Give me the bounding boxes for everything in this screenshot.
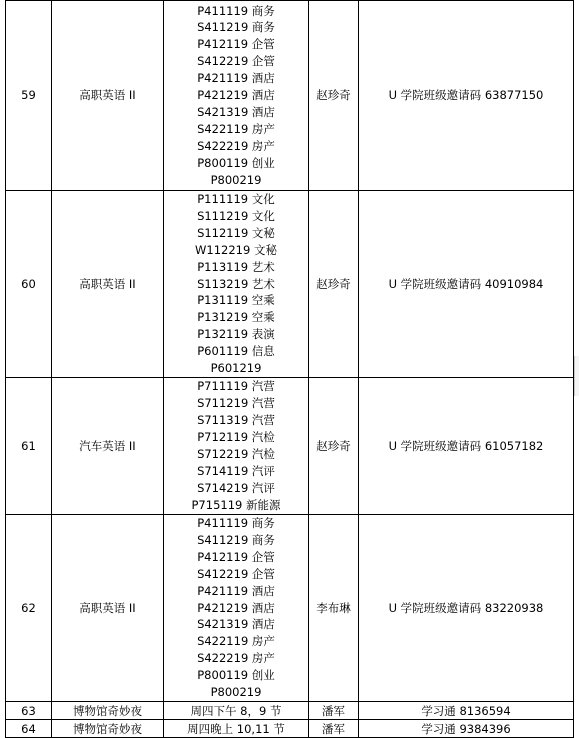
invite-code: 学习通 8136594: [359, 702, 574, 720]
class-item: P715119 新能源: [191, 497, 281, 512]
class-item: S422219 房产: [197, 138, 275, 153]
class-item: P711119 汽营: [197, 379, 275, 394]
row-number: 64: [6, 720, 52, 738]
class-list: [164, 515, 309, 702]
class-item: S421319 酒店: [197, 617, 275, 632]
class-item: P412119 企管: [197, 37, 275, 52]
class-item: P800219: [210, 685, 262, 699]
course-name: 博物馆奇妙夜: [52, 702, 164, 720]
table-row: [6, 1, 574, 191]
course-table-body: [6, 1, 574, 738]
class-item: S111219 文化: [197, 208, 275, 223]
class-item: P412119 企管: [197, 549, 275, 564]
scrollbar-edge[interactable]: [574, 356, 579, 396]
table-row: [6, 720, 574, 738]
class-item: S411219 商务: [197, 20, 275, 35]
teacher-name: 潘军: [309, 702, 359, 720]
class-item: P800119 创业: [197, 155, 275, 170]
class-item: S113219 艺术: [197, 276, 275, 291]
class-item: P800219: [210, 172, 262, 187]
row-number: 63: [6, 702, 52, 720]
class-item: P421119 酒店: [197, 583, 275, 598]
teacher-name: 李布琳: [309, 515, 359, 702]
course-name: 汽车英语 II: [52, 378, 164, 515]
class-item: S422219 房产: [197, 651, 275, 666]
class-item: P131219 空乘: [197, 310, 275, 325]
table-row: [6, 378, 574, 515]
class-item: P601119 信息: [197, 344, 275, 359]
class-list: [164, 1, 309, 191]
invite-code: U 学院班级邀请码 63877150: [359, 1, 574, 191]
class-item: P411119 商务: [197, 3, 275, 18]
invite-code: U 学院班级邀请码 83220938: [359, 515, 574, 702]
class-item: W112219 文秘: [195, 242, 277, 257]
class-item: P132119 表演: [197, 327, 275, 342]
course-name: 博物馆奇妙夜: [52, 720, 164, 738]
table-row: [6, 191, 574, 378]
class-item: P800119 创业: [197, 668, 275, 683]
class-item: S422119 房产: [197, 634, 275, 649]
class-item: P601219: [210, 361, 262, 375]
class-time: 周四下午 8，9 节: [164, 702, 309, 720]
class-item: S711319 汽营: [197, 413, 275, 428]
class-list: [164, 378, 309, 515]
class-item: P131119 空乘: [197, 293, 275, 308]
class-item: P111119 文化: [197, 192, 275, 207]
class-item: S711219 汽营: [197, 396, 275, 411]
teacher-name: 赵珍奇: [309, 191, 359, 378]
class-item: P421219 酒店: [197, 88, 275, 103]
teacher-name: 赵珍奇: [309, 1, 359, 191]
teacher-name: 潘军: [309, 720, 359, 738]
class-item: P712119 汽检: [197, 430, 275, 445]
row-number: 59: [6, 1, 52, 191]
class-item: S411219 商务: [197, 532, 275, 547]
invite-code: U 学院班级邀请码 61057182: [359, 378, 574, 515]
course-name: 高职英语 II: [52, 515, 164, 702]
class-item: S714119 汽评: [197, 463, 275, 478]
invite-code: 学习通 9384396: [359, 720, 574, 738]
class-item: S412219 企管: [197, 566, 275, 581]
class-item: S712219 汽检: [197, 447, 275, 461]
class-item: P113119 艺术: [197, 259, 275, 274]
class-item: S412219 企管: [197, 54, 275, 69]
class-item: P421219 酒店: [197, 600, 275, 615]
class-item: S112119 文秘: [197, 225, 275, 240]
course-name: 高职英语 II: [52, 1, 164, 191]
class-time: 周四晚上 10,11 节: [164, 720, 309, 738]
class-item: S421319 酒店: [197, 104, 275, 119]
class-item: S422119 房产: [197, 121, 275, 136]
class-list: [164, 191, 309, 378]
table-row: [6, 702, 574, 720]
row-number: 62: [6, 515, 52, 702]
course-table: [5, 0, 574, 738]
row-number: 61: [6, 378, 52, 515]
table-row: [6, 515, 574, 702]
row-number: 60: [6, 191, 52, 378]
teacher-name: 赵珍奇: [309, 378, 359, 515]
invite-code: U 学院班级邀请码 40910984: [359, 191, 574, 378]
class-item: P411119 商务: [197, 516, 275, 531]
class-item: P421119 酒店: [197, 71, 275, 86]
course-name: 高职英语 II: [52, 191, 164, 378]
class-item: S714219 汽评: [197, 480, 275, 495]
